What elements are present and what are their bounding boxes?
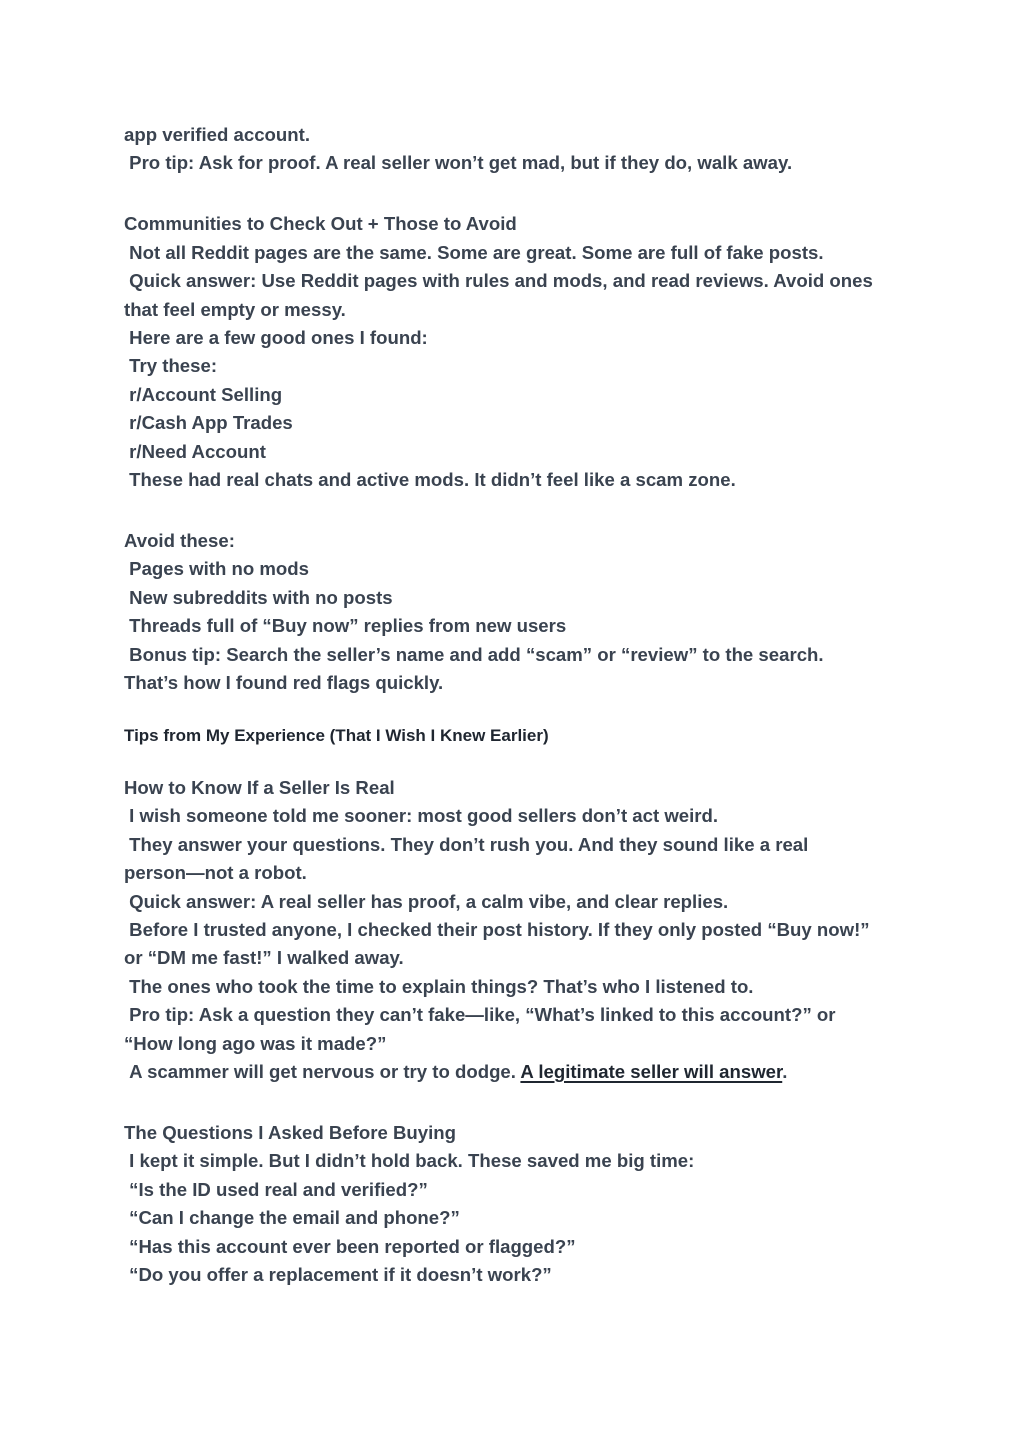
paragraph-gap [124,750,914,774]
bonus-tip-continued: That’s how I found red flags quickly. [124,672,444,694]
seller-closing-line [124,1058,914,1086]
question-item: “Is the ID used real and verified?” [124,1178,428,1200]
questions-intro: I kept it simple. But I didn’t hold back. These saved me big time: [124,1150,695,1172]
avoid-item: New subreddits with no posts [124,586,393,608]
pro-tip-line: Pro tip: Ask for proof. A real seller won’t get mad, but if they do, walk away. [124,152,793,174]
paragraph-gap [124,494,914,527]
questions-heading: The Questions I Asked Before Buying [124,1121,456,1143]
try-these-line: Try these: [124,355,218,377]
subreddit-item: r/Need Account [124,440,266,462]
seller-paragraph: The ones who took the time to explain things? That’s who I listened to. [124,975,754,997]
intro-line: app verified account. [124,124,310,145]
seller-pro-tip-continued: “How long ago was it made?” [124,1032,387,1054]
seller-paragraph: They answer your questions. They don’t rush you. And they sound like a real [124,833,809,855]
seller-heading: How to Know If a Seller Is Real [124,776,395,798]
paragraph-gap [124,1086,914,1119]
seller-quick-answer: Quick answer: A real seller has proof, a calm vibe, and clear replies. [124,890,729,912]
good-ones-line: Here are a few good ones I found: [124,327,428,349]
avoid-item: Pages with no mods [124,558,309,580]
subreddit-item: r/Account Selling [124,383,283,405]
communities-paragraph: Not all Reddit pages are the same. Some are great. Some are full of fake posts. [124,241,824,263]
subreddit-item: r/Cash App Trades [124,412,293,434]
avoid-heading: Avoid these: [124,530,235,552]
quick-answer-continued: that feel empty or messy. [124,298,346,320]
seller-closing-text: A scammer will get nervous or try to dodge. [124,1060,521,1082]
tips-heading: Tips from My Experience (That I Wish I Knew Earlier) [124,725,549,745]
bonus-tip-line: Bonus tip: Search the seller’s name and add “scam” or “review” to the search. [124,643,824,665]
communities-summary: These had real chats and active mods. It didn’t feel like a scam zone. [124,469,736,491]
communities-heading: Communities to Check Out + Those to Avoid [124,213,517,235]
seller-closing-period: . [782,1060,788,1082]
question-item: “Do you offer a replacement if it doesn’t work?” [124,1264,552,1285]
question-item: “Can I change the email and phone?” [124,1207,460,1229]
legitimate-seller-link[interactable]: A legitimate seller will answer [520,1060,783,1082]
paragraph-gap [124,698,914,722]
seller-paragraph-continued: person—not a robot. [124,862,307,884]
seller-paragraph-continued: or “DM me fast!” I walked away. [124,947,404,969]
question-item: “Has this account ever been reported or flagged?” [124,1235,576,1257]
document-body [124,121,914,1289]
paragraph-gap [124,178,914,211]
seller-paragraph: I wish someone told me sooner: most good sellers don’t act weird. [124,805,719,827]
avoid-item: Threads full of “Buy now” replies from new users [124,615,567,637]
seller-paragraph: Before I trusted anyone, I checked their post history. If they only posted “Buy now!” [124,918,870,940]
seller-pro-tip: Pro tip: Ask a question they can’t fake—like, “What’s linked to this account?” or [124,1004,836,1026]
quick-answer-line: Quick answer: Use Reddit pages with rules and mods, and read reviews. Avoid ones [124,270,873,292]
